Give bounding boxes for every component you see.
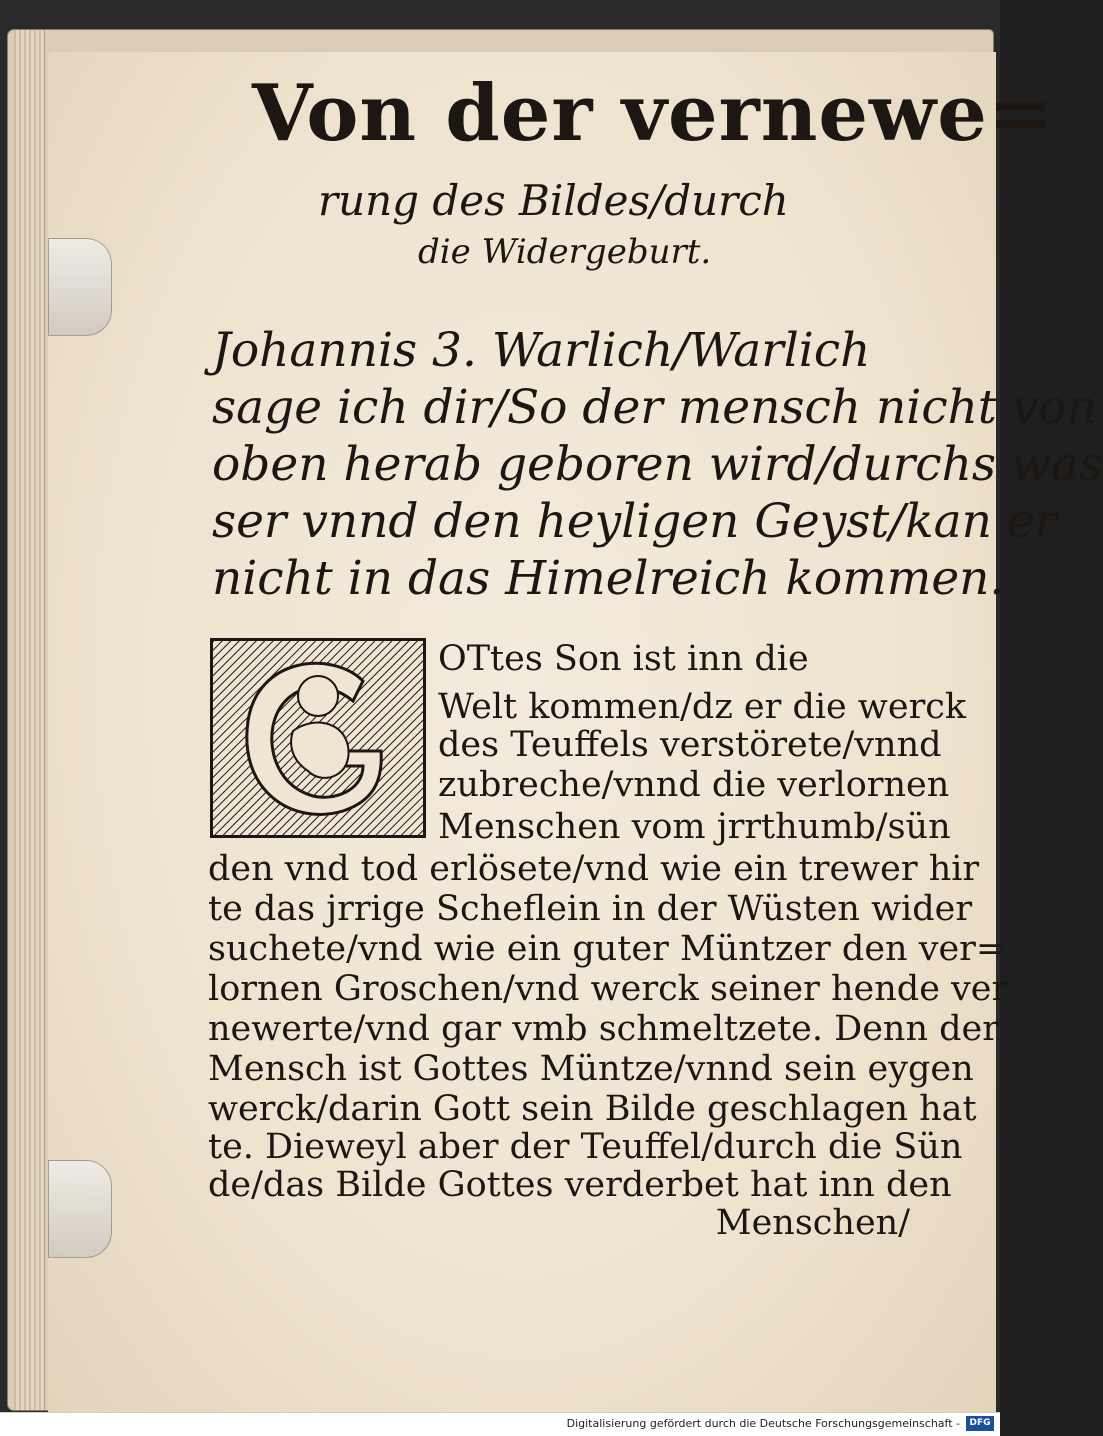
initial-g-woodcut [213,641,423,835]
body-line: lornen Groschen/vnd werck seiner hende ver [208,969,1009,1009]
body-line: suchete/vnd wie ein guter Müntzer den ver= [208,929,1006,969]
body-line: den vnd tod erlösete/vnd wie ein trewer hir [208,849,980,889]
body-line: te. Dieweyl aber der Teuffel/durch die Sün [208,1127,963,1167]
body-line: Menschen vom jrrthumb/sün [438,807,951,847]
body-line: Mensch ist Gottes Müntze/vnnd sein eygen [208,1049,974,1089]
body-line: Welt kommen/dz er die werck [438,687,967,727]
heading-line-2: rung des Bildes/durch [318,176,789,225]
book-clip-top [48,238,112,336]
digitization-footer [0,1412,1000,1436]
body-line: des Teuffels verstörete/vnnd [438,725,942,765]
quote-line: ser vnnd den heyligen Geyst/kan er [212,494,1058,549]
quote-line: sage ich dir/So der mensch nicht von [212,380,1097,435]
quote-line: oben herab geboren wird/durchs was [212,437,1103,492]
decorated-initial-g [210,638,426,838]
heading-line-1: Von der vernewe= [252,68,1055,159]
book-clip-bottom [48,1160,112,1258]
quote-line: Johannis 3. Warlich/Warlich [212,323,871,378]
quote-line: nicht in das Himelreich kommen. [212,551,1005,606]
body-line: de/das Bilde Gottes verderbet hat inn den [208,1165,952,1205]
body-line: te das jrrige Scheflein in der Wüsten wider [208,889,973,929]
heading-line-3: die Widergeburt. [418,232,712,272]
body-line: zubreche/vnnd die verlornen [438,765,950,805]
body-line: OTtes Son ist inn die [438,639,809,679]
funding-credit: Digitalisierung gefördert durch die Deutsche Forschungsgemeinschaft - [566,1417,960,1430]
body-line: werck/darin Gott sein Bilde geschlagen hat [208,1089,977,1129]
dfg-logo[interactable]: DFG [966,1416,994,1431]
body-line: newerte/vnd gar vmb schmeltzete. Denn der [208,1009,999,1049]
catchword: Menschen/ [715,1203,910,1243]
